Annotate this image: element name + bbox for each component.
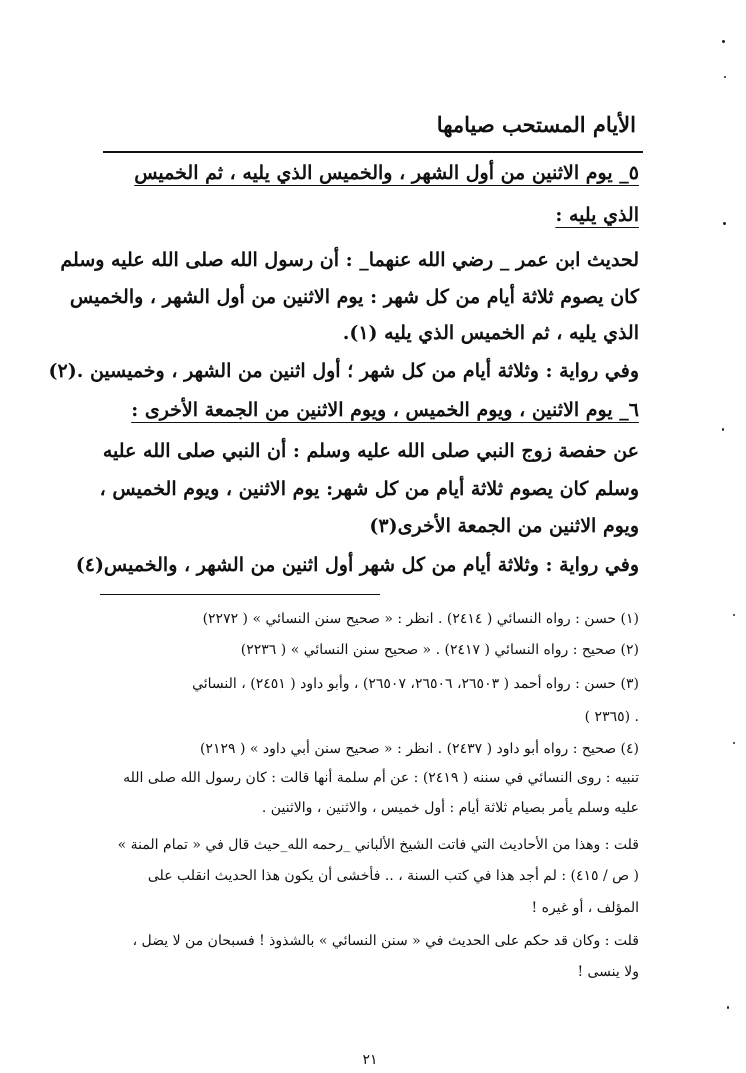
footnote-3: (٣) حسن : رواه أحمد ( ٢٦٥٠٣، ٢٦٥٠٦، ٢٦٥٠٧) ، وأبو داود ( ٢٤٥١) ، النسائي <box>192 676 639 692</box>
body-line-6: وفي رواية : وثلاثة أيام من كل شهر ؛ أول اثنين من الشهر ، وخميسين .(٢) <box>48 360 639 382</box>
note-line-5: المؤلف ، أو غيره ! <box>531 900 639 916</box>
note-line-2: عليه وسلم يأمر بصيام ثلاثة أيام : أول خميس ، والاثنين ، والاثنين . <box>261 800 639 816</box>
footnote-1: (١) حسن : رواه النسائي ( ٢٤١٤) . انظر : « صحيح سنن النسائي » ( ٢٢٧٢) <box>202 611 639 627</box>
scan-speck <box>723 222 726 225</box>
footnote-divider <box>100 594 380 595</box>
note-line-1: تنبيه : روى النسائي في سننه ( ٢٤١٩) : عن أم سلمة أنها قالت : كان رسول الله صلى الله <box>123 770 639 786</box>
body-line-4: كان يصوم ثلاثة أيام من كل شهر : يوم الاثنين من أول الشهر ، والخميس <box>69 286 639 308</box>
footnote-3-cont: ( ٢٣٦٥) . <box>584 709 639 725</box>
scan-speck <box>724 76 726 78</box>
scan-speck <box>722 428 724 431</box>
section-5-heading-line-2: الذي يليه : <box>555 204 639 226</box>
note-line-7: ولا ينسى ! <box>577 964 639 980</box>
section-5-heading-line-1: ٥_ يوم الاثنين من أول الشهر ، والخميس الذي يليه ، ثم الخميس <box>134 162 639 184</box>
note-line-3: قلت : وهذا من الأحاديث التي فاتت الشيخ الألباني _رحمه الله_حيث قال في « تمام المنة » <box>117 837 639 853</box>
scan-speck <box>722 40 725 43</box>
body-line-9: وسلم كان يصوم ثلاثة أيام من كل شهر: يوم الاثنين ، ويوم الخميس ، <box>99 478 639 500</box>
note-line-4: ( ص / ٤١٥) : لم أجد هذا في كتب السنة ، .. فأخشى أن يكون هذا الحديث انقلب على <box>147 868 639 884</box>
scan-speck <box>727 1006 729 1009</box>
body-line-5: الذي يليه ، ثم الخميس الذي يليه (١). <box>342 322 639 344</box>
running-header-title: الأيام المستحب صيامها <box>436 112 636 137</box>
section-6-heading: ٦_ يوم الاثنين ، ويوم الخميس ، ويوم الاثنين من الجمعة الأخرى : <box>131 399 639 421</box>
header-divider <box>103 151 643 153</box>
body-line-3: لحديث ابن عمر _ رضي الله عنهما_ : أن رسول الله صلى الله عليه وسلم <box>60 249 639 271</box>
footnote-4: (٤) صحيح : رواه أبو داود ( ٢٤٣٧) . انظر : « صحيح سنن أبي داود » ( ٢١٢٩) <box>199 741 639 757</box>
body-line-11: وفي رواية : وثلاثة أيام من كل شهر أول اثنين من الشهر ، والخميس(٤) <box>75 554 639 576</box>
note-line-6: قلت : وكان قد حكم على الحديث في « سنن النسائي » بالشذوذ ! فسبحان من لا يضل ، <box>132 933 639 949</box>
footnote-2: (٢) صحيح : رواه النسائي ( ٢٤١٧) . « صحيح سنن النسائي » ( ٢٢٣٦) <box>240 642 639 658</box>
body-line-10: ويوم الاثنين من الجمعة الأخرى(٣) <box>369 515 639 537</box>
scan-speck <box>733 742 735 744</box>
page-number: ٢١ <box>362 1052 378 1068</box>
scan-speck <box>733 614 735 616</box>
body-line-8: عن حفصة زوج النبي صلى الله عليه وسلم : أن النبي صلى الله عليه <box>102 440 639 462</box>
